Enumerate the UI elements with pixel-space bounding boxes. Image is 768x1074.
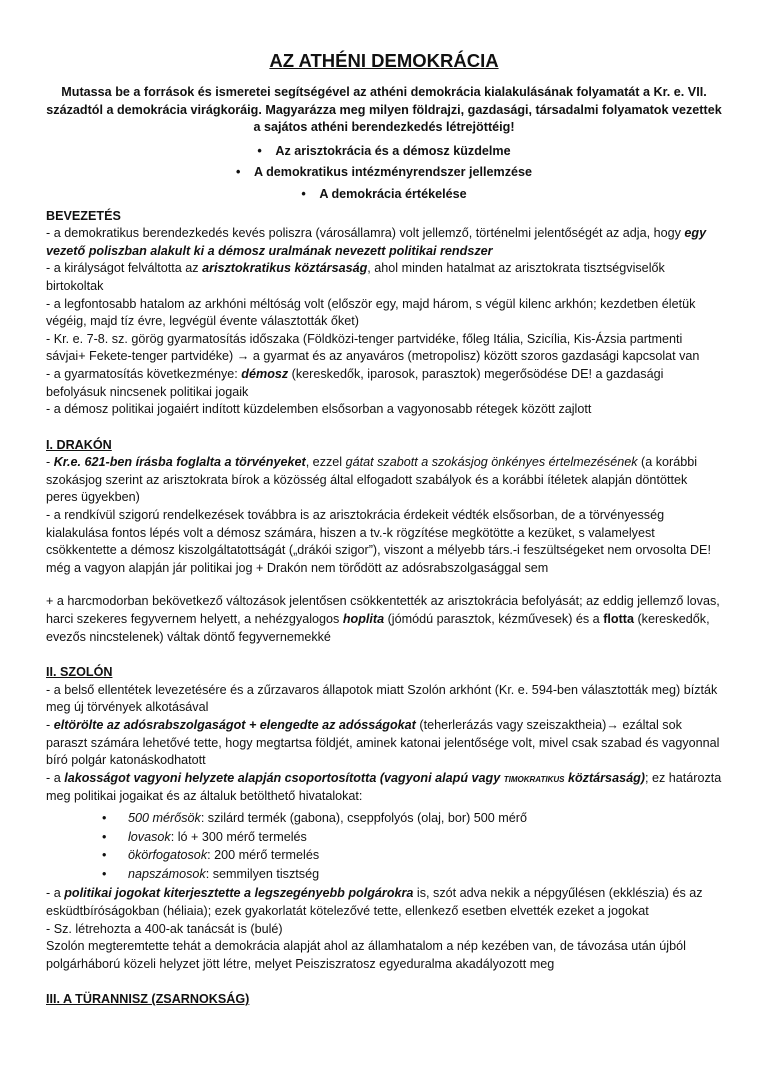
document-page — [0, 50, 768, 1074]
class-item: • napszámosok: semmilyen tisztség — [102, 866, 722, 884]
szolon-paragraph: - a politikai jogokat kiterjesztette a legszegényebb polgárokra is, szót adva nekik a népgyűlésen (ekklészia) és az esküdtbíróságokban (héliaia); ezek gyakorlatát kötelezővé tette, ellenkező esetben elvették ezeket a jogokat — [46, 886, 703, 918]
page-title: AZ ATHÉNI DEMOKRÁCIA — [269, 50, 499, 71]
intro-paragraph: - Kr. e. 7-8. sz. görög gyarmatosítás időszaka (Földközi-tenger partvidéke, főleg Itália, Szicília, Kis-Ázsia partmenti sávjai+ Fekete-tenger partvidéke) → a gyarmat és az anyaváros (metropolisz) között szoros gazdasági kapcsolat van — [46, 331, 700, 364]
intro-paragraph: - a démosz politikai jogaiért indított küzdelemben elsősorban a vagyonosabb rétegek között zajlott — [46, 402, 592, 417]
bullet-icon: • — [257, 143, 262, 158]
intro-paragraph: - a királyságot felváltotta az arisztokratikus köztársaság, ahol minden hatalmat az arisztokrata tisztségviselők birtokoltak — [46, 261, 665, 293]
drakon-paragraph: - a rendkívül szigorú rendelkezések továbbra is az arisztokrácia érdekeit védték elsősorban, de a törvényesség kialakulása fontos lépés volt a démosz számára, hiszen a tv.-k rögzítése megkötötte a kezüket, s valamelyest csökkentette a démosz kiszolgáltatottságát („drákói szigor”), viszont a mélyebb társ.-i feszültségeket nem orvosolta DE! még a vagyon alapján jár politikai jog + Drakón nem törődött az adósrabszolgasággal sem — [46, 508, 711, 575]
intro-paragraph: - a legfontosabb hatalom az arkhóni méltóság volt (először egy, majd három, s végül kilenc arkhón; kezdetben életük végéig, majd tíz évre, legvégül évente választották őket) — [46, 296, 696, 329]
szolon-heading: II. SZOLÓN — [46, 665, 113, 680]
intro-heading: BEVEZETÉS — [46, 208, 121, 223]
drakon-heading: I. DRAKÓN — [46, 437, 112, 452]
bullet-icon: • — [102, 829, 107, 844]
class-list — [46, 810, 722, 883]
topic-item: • Az arisztokrácia és a démosz küzdelme — [46, 143, 722, 161]
szolon-paragraph: - a lakosságot vagyoni helyzete alapján csoportosította (vagyoni alapú vagy timokratikus köztársaság); ez határozta meg politikai jogaikat és az általuk betölthető hivatalokat: — [46, 770, 722, 804]
szolon-paragraph: - eltörölte az adósrabszolgaságot + elengedte az adósságokat (teherlerázás vagy szeiszaktheia)→ ezáltal sok paraszt számára lehetővé tette, hogy megtartsa földjét, aminek katonai jelentősége volt, mivel csak szabad és vagyonnal bíró polgár katonáskodhatott — [46, 718, 720, 768]
szolon-paragraph: Szolón megteremtette tehát a demokrácia alapját ahol az államhatalom a nép kezében van, de távozása után újból polgárháború közeli helyzet jött létre, melyet Peisziszratosz egyeduralma akadályozott meg — [46, 939, 686, 971]
class-item: • 500 mérősök: szilárd termék (gabona), cseppfolyós (olaj, bor) 500 mérő — [102, 810, 722, 828]
topic-item: • A demokrácia értékelése — [46, 186, 722, 204]
topic-list — [46, 143, 722, 204]
drakon-paragraph: + a harcmodorban bekövetkező változások jelentősen csökkentették az arisztokrácia befolyását; az eddig jellemző lovas, harci szekeres fegyvernem helyett, a nehézgyalogos hoplita (jómódú parasztok, kézművesek) és a flotta (kereskedők, evezős nincstelenek) váltak döntő fegyvernemekké — [46, 594, 720, 644]
class-item: • lovasok: ló + 300 mérő termelés — [102, 829, 722, 847]
tyrannis-heading: III. A TÜRANNISZ (ZSARNOKSÁG) — [46, 992, 250, 1007]
topic-item: • A demokratikus intézményrendszer jellemzése — [46, 164, 722, 182]
bullet-icon: • — [301, 186, 306, 201]
intro-paragraph: - a demokratikus berendezkedés kevés poliszra (városállamra) volt jellemző, történelmi jelentőségét az adja, hogy egy vezető poliszban alakult ki a démosz uralmának nevezett politikai rendszer — [46, 226, 707, 258]
bullet-icon: • — [102, 866, 107, 881]
szolon-paragraph: - a belső ellentétek levezetésére és a zűrzavaros állapotok miatt Szolón arkhónt (Kr. e. 594-ben választották meg) bízták meg új törvények alkotásával — [46, 682, 718, 715]
bullet-icon: • — [102, 810, 107, 825]
drakon-paragraph: - Kr.e. 621-ben írásba foglalta a törvényeket, ezzel gátat szabott a szokásjog önkényes értelmezésének (a korábbi szokásjog szerint az arisztokrata bírok a közösség által elfogadott szabályok és a korábbi ítéletek alapján döntöttek peres ügyekben) — [46, 455, 698, 505]
szolon-paragraph: - Sz. létrehozta a 400-ak tanácsát is (bulé) — [46, 921, 283, 936]
task-description: Mutassa be a források és ismeretei segítségével az athéni demokrácia kialakulásának folyamatát a Kr. e. VII. századtól a demokrácia virágkoráig. Magyarázza meg milyen földrajzi, gazdasági, társadalmi folyamatok vezettek a sajátos athéni berendezkedés létrejöttéig! — [46, 85, 722, 135]
bullet-icon: • — [102, 848, 107, 863]
class-item: • ökörfogatosok: 200 mérő termelés — [102, 847, 722, 865]
intro-paragraph: - a gyarmatosítás következménye: démosz (kereskedők, iparosok, parasztok) megerősödése DE! a gazdasági befolyásuk nincsenek politikai jogaik — [46, 366, 664, 399]
bullet-icon: • — [235, 165, 241, 180]
